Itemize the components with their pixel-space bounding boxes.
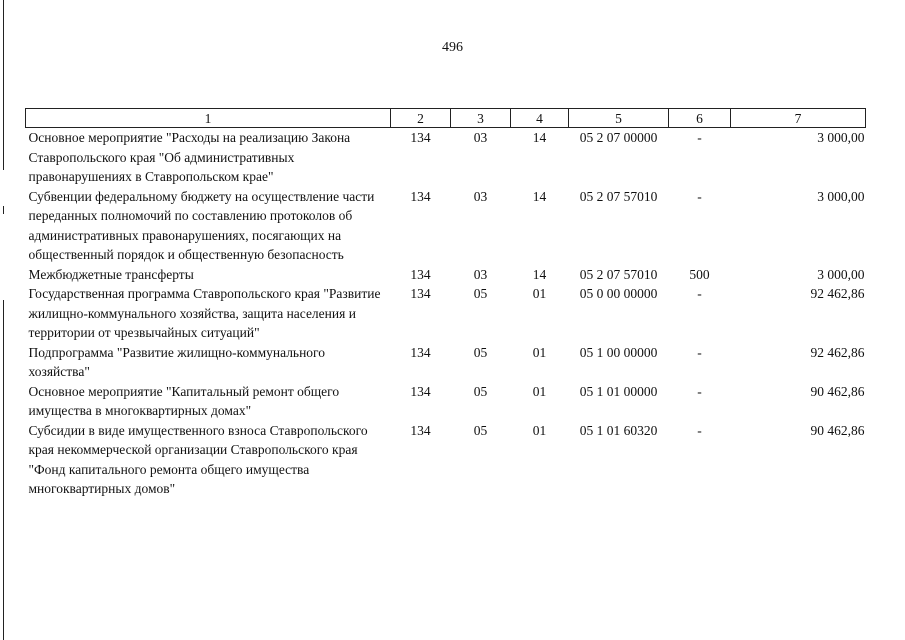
scan-edge-line: [3, 300, 4, 640]
row-name: Основное мероприятие "Расходы на реализацию Закона Ставропольского края "Об административных правонарушениях в Ставропольском крае": [28, 130, 351, 184]
row-amount: 3 000,00: [817, 188, 865, 204]
column-header-7: 7: [731, 109, 866, 128]
row-name: Субвенции федеральному бюджету на осуществление части переданных полномочий по составлению протоколов об административных правонарушениях, посягающих на общественный порядок и общественную безопасность: [28, 188, 375, 262]
scan-edge-line: [3, 206, 4, 214]
row-subsection-code: 01: [532, 344, 547, 360]
row-ministry-code: 134: [410, 286, 431, 301]
row-expense-type: -: [697, 188, 702, 204]
column-header-6: 6: [669, 109, 731, 128]
column-header-4: 4: [511, 109, 569, 128]
row-amount: 3 000,00: [817, 130, 865, 145]
row-expense-type: 500: [689, 266, 710, 282]
row-subsection-code: 14: [532, 130, 547, 145]
row-ministry-code: 134: [410, 422, 431, 438]
row-name: Межбюджетные трансферты: [28, 266, 194, 282]
table-row: [26, 187, 866, 265]
row-subsection-code: 01: [532, 286, 547, 301]
table-row: [26, 265, 866, 285]
row-amount: 90 462,86: [810, 383, 865, 399]
row-target-code: 05 2 07 57010: [579, 266, 658, 282]
table-row: [26, 128, 866, 187]
column-header-1: 1: [26, 109, 391, 128]
row-section-code: 05: [473, 422, 488, 438]
row-name: Субсидии в виде имущественного взноса Ставропольского края некоммерческой организации Ставропольского края "Фонд капитального ремонта общего имущества многоквартирных домов": [28, 422, 368, 496]
row-section-code: 03: [473, 266, 488, 282]
row-ministry-code: 134: [410, 344, 431, 360]
row-ministry-code: 134: [410, 383, 431, 399]
row-name: Подпрограмма "Развитие жилищно-коммунального хозяйства": [28, 344, 326, 379]
row-expense-type: -: [697, 383, 702, 399]
column-header-3: 3: [451, 109, 511, 128]
row-ministry-code: 134: [410, 266, 431, 282]
column-header-2: 2: [391, 109, 451, 128]
row-target-code: 05 0 00 00000: [579, 286, 658, 301]
row-section-code: 03: [473, 130, 488, 145]
table-row: [26, 284, 866, 343]
row-target-code: 05 1 01 60320: [579, 422, 658, 438]
row-amount: 3 000,00: [817, 266, 865, 282]
row-target-code: 05 2 07 57010: [579, 188, 658, 204]
row-section-code: 05: [473, 286, 488, 301]
budget-table: [25, 108, 866, 499]
row-expense-type: -: [697, 130, 702, 145]
row-ministry-code: 134: [410, 130, 431, 145]
row-target-code: 05 1 00 00000: [579, 344, 658, 360]
row-expense-type: -: [697, 422, 702, 438]
row-amount: 92 462,86: [810, 344, 865, 360]
scan-edge-line: [3, 0, 4, 170]
row-target-code: 05 1 01 00000: [579, 383, 658, 399]
page-number: 496: [442, 40, 463, 55]
row-expense-type: -: [697, 286, 702, 301]
row-name: Государственная программа Ставропольского края "Развитие жилищно-коммунального хозяйства, защита населения и территории от чрезвычайных ситуаций": [28, 286, 381, 340]
table-row: [26, 382, 866, 421]
row-amount: 92 462,86: [810, 286, 865, 301]
row-target-code: 05 2 07 00000: [579, 130, 658, 145]
row-name: Основное мероприятие "Капитальный ремонт общего имущества в многоквартирных домах": [28, 383, 340, 418]
row-subsection-code: 01: [532, 422, 547, 438]
row-section-code: 05: [473, 383, 488, 399]
row-subsection-code: 14: [532, 266, 547, 282]
row-section-code: 05: [473, 344, 488, 360]
table-row: [26, 343, 866, 382]
row-amount: 90 462,86: [810, 422, 865, 438]
table-row: [26, 421, 866, 499]
row-section-code: 03: [473, 188, 488, 204]
row-expense-type: -: [697, 344, 702, 360]
row-subsection-code: 01: [532, 383, 547, 399]
table-header-row: [26, 109, 866, 128]
row-ministry-code: 134: [410, 188, 431, 204]
row-subsection-code: 14: [532, 188, 547, 204]
column-header-5: 5: [569, 109, 669, 128]
